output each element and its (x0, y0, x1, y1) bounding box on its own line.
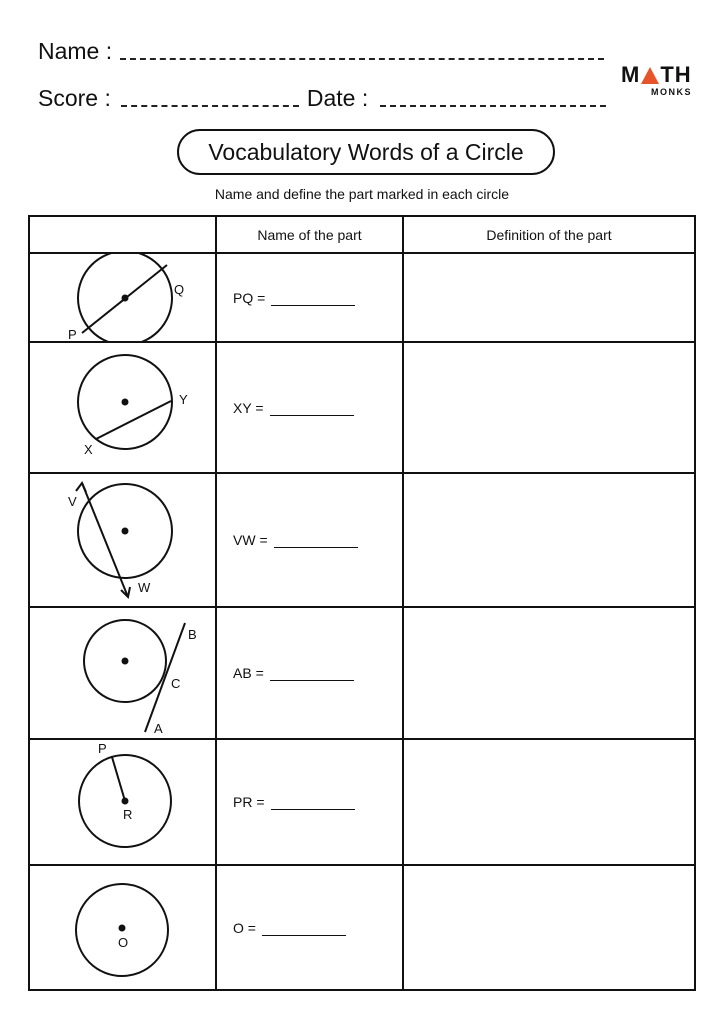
arrow-head-top-icon (76, 483, 86, 492)
label-p: P (98, 741, 107, 756)
name-label: Name : (38, 38, 113, 64)
label-w: W (138, 580, 151, 595)
answer-cell (216, 342, 403, 473)
label-p: P (68, 327, 77, 341)
center-point (122, 798, 129, 805)
answer-cell (216, 739, 403, 865)
label-b: B (188, 627, 197, 642)
answer-blank[interactable] (274, 547, 358, 548)
label-a: A (154, 721, 163, 736)
header-definition: Definition of the part (403, 216, 695, 253)
table-row (29, 607, 695, 739)
logo-text-m: M (621, 62, 641, 87)
definition-cell[interactable] (403, 739, 695, 865)
center-point (122, 295, 129, 302)
center-point (122, 399, 129, 406)
definition-cell[interactable] (403, 865, 695, 990)
answer-blank[interactable] (271, 809, 355, 810)
answer-cell (216, 865, 403, 990)
definition-cell[interactable] (403, 607, 695, 739)
answer-label: XY = (233, 399, 264, 416)
center-point (119, 924, 126, 931)
label-x: X (84, 442, 93, 457)
title-text: Vocabulatory Words of a Circle (208, 138, 524, 165)
answer-blank[interactable] (262, 935, 346, 936)
date-field[interactable] (380, 105, 606, 107)
logo-text-th: TH (660, 62, 692, 87)
header-name: Name of the part (216, 216, 403, 253)
label-o: O (118, 934, 129, 950)
chord-figure (30, 343, 215, 472)
worksheet-title (177, 129, 555, 175)
definition-cell[interactable] (403, 253, 695, 342)
answer-label: AB = (233, 665, 264, 681)
secant-line (82, 483, 128, 597)
label-y: Y (179, 392, 188, 407)
radius-line (112, 757, 125, 801)
figure-cell (29, 253, 216, 342)
answer-cell (216, 473, 403, 607)
answer-blank[interactable] (271, 305, 355, 306)
score-field[interactable] (121, 105, 299, 107)
answer-label: PQ = (233, 289, 266, 306)
date-label: Date : (306, 85, 369, 111)
center-figure (30, 867, 215, 989)
score-label: Score : (38, 85, 111, 111)
definition-cell[interactable] (403, 342, 695, 473)
worksheet-table (28, 215, 696, 991)
answer-blank[interactable] (270, 415, 354, 416)
name-row (38, 38, 604, 65)
answer-label: PR = (233, 794, 265, 810)
label-r: R (123, 807, 133, 822)
diameter-figure (30, 254, 215, 341)
math-monks-logo (621, 64, 693, 97)
answer-blank[interactable] (270, 680, 354, 681)
figure-cell (29, 739, 216, 865)
figure-cell (29, 342, 216, 473)
logo-text-monks: MONKS (651, 87, 692, 97)
figure-cell (29, 607, 216, 739)
header-figure (29, 216, 216, 253)
secant-figure (30, 474, 215, 606)
table-header-row (29, 216, 695, 253)
figure-cell (29, 473, 216, 607)
instruction-text: Name and define the part marked in each circle (214, 186, 510, 202)
score-row (38, 85, 606, 112)
center-point (122, 528, 129, 535)
tangent-figure (30, 608, 215, 738)
table-row (29, 473, 695, 607)
answer-label: O = (233, 919, 256, 936)
label-v: V (68, 494, 77, 509)
label-q: Q (174, 282, 185, 297)
table-row (29, 253, 695, 342)
figure-cell (29, 865, 216, 990)
center-point (122, 658, 129, 665)
label-c: C (171, 676, 181, 691)
logo-triangle-icon (641, 67, 659, 84)
radius-figure (30, 740, 215, 864)
table-row (29, 865, 695, 990)
answer-label: VW = (233, 532, 268, 548)
answer-cell (216, 253, 403, 342)
table-row (29, 739, 695, 865)
name-field[interactable] (120, 58, 604, 60)
answer-cell (216, 607, 403, 739)
definition-cell[interactable] (403, 473, 695, 607)
table-row (29, 342, 695, 473)
